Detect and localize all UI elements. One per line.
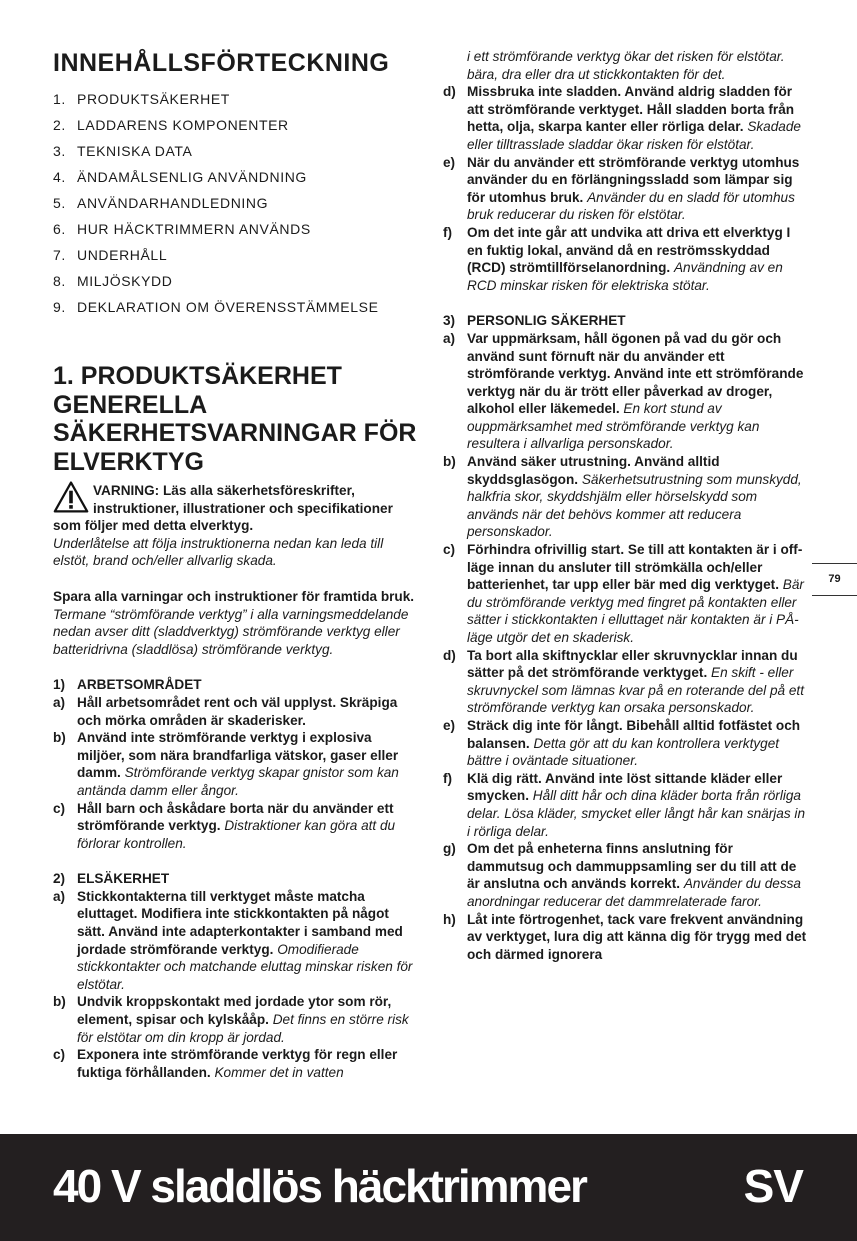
list-item-label: f) [443, 224, 453, 240]
work-area-list [53, 694, 418, 852]
instruction-text: Använd inte strömförande verktyg i explosiva miljöer, som nära brandfarliga vätskor, gaser eller damm. [77, 730, 399, 781]
toc-item [53, 164, 418, 190]
toc-item-number: 7. [53, 247, 66, 263]
explanation-text: Bär du strömförande verktyg med fingret på kontakten eller sätter i stickkontakten i elluttaget när kontakten är i PÅ-läge utgör det en skaderisk. [467, 577, 804, 645]
list-item [443, 647, 808, 717]
personal-safety-list [443, 330, 808, 963]
list-item [443, 911, 808, 964]
toc-item-label: ANVÄNDARHANDLEDNING [77, 195, 269, 211]
toc-item-number: 5. [53, 195, 66, 211]
list-item [443, 541, 808, 647]
subsection-heading [53, 870, 418, 888]
toc-item-label: DEKLARATION OM ÖVERENSSTÄMMELSE [77, 299, 379, 315]
list-item-label: c) [443, 542, 456, 558]
electrical-list-continued [443, 83, 808, 294]
instruction-text: Använd säker utrustning. Använd alltid skyddsglasögon. [467, 454, 720, 487]
terms-definition: Termane “strömförande verktyg” i alla varningsmeddelande nedan avser ditt (sladdverktyg) strömförande verktyg eller batteridrivna (sladdlösa) strömförande verktyg. [53, 606, 409, 657]
explanation-text: Använder du dessa anordningar reducerar det dammrelaterade faror. [467, 876, 801, 909]
language-code: SV [743, 1160, 803, 1212]
explanation-text: Säkerhetsutrustning som munskydd, halkfria skor, skyddshjälm eller hörselskydd som används när det behövs kommer att reducera personskador. [467, 471, 802, 540]
right-column [443, 48, 808, 963]
instruction-text: Håll barn och åskådare borta när du använder ett strömförande verktyg. [77, 800, 394, 834]
list-item-label: d) [443, 84, 456, 100]
instruction-text: Klä dig rätt. Använd inte löst sittande kläder eller smycken. [467, 770, 783, 804]
toc-item [53, 216, 418, 242]
warning-triangle-icon [53, 480, 89, 514]
list-item [443, 83, 808, 153]
warning-consequence: Underlåtelse att följa instruktionerna nedan kan leda till elstöt, brand och/eller allvarlig skada. [53, 535, 384, 569]
warning-text: VARNING: Läs alla säkerhetsföreskrifter, instruktioner, illustrationer och specifikationer som följer med detta elverktyg. [53, 483, 393, 534]
list-item [443, 453, 808, 541]
explanation-text: Omodifierade stickkontakter och matchande eluttag minskar risken för elstötar. [77, 941, 413, 992]
toc-item-label: MILJÖSKYDD [77, 273, 173, 289]
list-item [53, 993, 418, 1046]
toc-item [53, 190, 418, 216]
explanation-text: En kort stund av ouppmärksamhet med strömförande verktyg kan resultera i allvarliga personskador. [467, 401, 760, 452]
warning-block [53, 482, 418, 535]
explanation-text: Det finns en större risk för elstötar om din kropp är jordad. [77, 1012, 409, 1045]
list-item [53, 1046, 418, 1081]
list-item-label: h) [443, 911, 456, 927]
instruction-text: Ta bort alla skiftnycklar eller skruvnycklar innan du sätter på det strömförande verktyget. [467, 647, 798, 681]
list-item [443, 154, 808, 224]
toc-item [53, 86, 418, 112]
subsection-heading [53, 676, 418, 694]
explanation-text: Detta gör att du kan kontrollera verktyget bättre i oväntade situationer. [467, 735, 780, 769]
toc-title: INNEHÅLLSFÖRTECKNING [53, 49, 390, 77]
section-heading: 1. PRODUKTSÄKERHET GENERELLA SÄKERHETSVARNINGAR FÖR ELVERKTYG [53, 362, 417, 476]
subsection-title: ARBETSOMRÅDET [77, 677, 202, 693]
left-column [53, 48, 418, 1081]
subsection-label: 1) [53, 677, 66, 693]
toc-item-label: TEKNISKA DATA [77, 143, 193, 159]
subsection-label: 3) [443, 313, 456, 329]
toc-item-number: 9. [53, 299, 66, 315]
list-item [443, 330, 808, 453]
list-item-label: e) [443, 717, 456, 733]
list-item [53, 800, 418, 853]
toc-item-number: 1. [53, 91, 66, 107]
explanation-text: Distraktioner kan göra att du förlorar kontrollen. [77, 818, 396, 851]
explanation-text: Strömförande verktyg skapar gnistor som kan antända damm eller ångor. [77, 765, 399, 798]
instruction-text: Om det inte går att undvika att driva ett elverktyg I en fuktig lokal, använd då en reströmsskyddad (RCD) strömtillförselanordning. [467, 224, 791, 276]
list-item-label: e) [443, 154, 456, 170]
list-item-label: d) [443, 647, 456, 663]
toc-item [53, 112, 418, 138]
subsection-title: PERSONLIG SÄKERHET [467, 313, 626, 329]
toc-item-number: 6. [53, 221, 66, 237]
toc-item-label: ÄNDAMÅLSENLIG ANVÄNDNING [77, 169, 307, 185]
toc-item-label: LADDARENS KOMPONENTER [77, 117, 289, 133]
footer-bar [0, 1134, 857, 1241]
toc-item [53, 242, 418, 268]
list-item [443, 840, 808, 910]
explanation-text: En skift - eller skruvnyckel som lämnas kvar på en roterande del på ett strömförande verktyg kan orsaka personskador. [467, 665, 804, 716]
list-item [53, 888, 418, 994]
instruction-text: Var uppmärksam, håll ögonen på vad du gör och använd sunt förnuft när du använder ett strömförande verktyg. Använd inte ett strömförande verktyg när du är trött eller påverkad av droger, alkohol eller läkemedel. [467, 330, 804, 417]
list-item [443, 770, 808, 840]
toc-item-number: 8. [53, 273, 66, 289]
toc-item-label: HUR HÄCKTRIMMERN ANVÄNDS [77, 221, 311, 237]
toc-item-number: 2. [53, 117, 66, 133]
instruction-text: Undvik kroppskontakt med jordade ytor som rör, element, spisar och kylskååp. [77, 994, 392, 1028]
instruction-text: Låt inte förtrogenhet, tack vare frekvent användning av verktyget, lura dig att känna dig för trygg med det och därmed ignorera [467, 911, 807, 962]
save-instructions: Spara alla varningar och instruktioner för framtida bruk. [53, 588, 415, 604]
continued-text: i ett strömförande verktyg ökar det risken för elstötar. bära, dra eller dra ut stickkontakten för det. [467, 49, 785, 82]
instruction-text: Håll arbetsområdet rent och väl upplyst. Skräpiga och mörka områden är skaderisker. [77, 694, 398, 728]
toc-item [53, 138, 418, 164]
explanation-text: Kommer det in vatten [214, 1064, 344, 1080]
list-item [53, 729, 418, 799]
instruction-text: Sträck dig inte för långt. Bibehåll alltid fotfästet och balansen. [467, 717, 801, 751]
instruction-text: Förhindra ofrivillig start. Se till att kontakten är i off-läge innan du ansluter till strömkälla och/eller batterienhet, tar upp eller bär med dig verktyget. [467, 542, 803, 593]
instruction-text: När du använder ett strömförande verktyg utomhus använder du en förlängningssladd som lämpar sig för utomhus bruk. [467, 154, 800, 205]
electrical-list [53, 888, 418, 1082]
instruction-text: Stickkontakterna till verktyget måste matcha eluttaget. Modifiera inte stickkontakten på något sätt. Använd inte adapterkontakter i samband med jordade strömförande verktyg. [77, 888, 403, 957]
list-item-label: f) [443, 770, 453, 786]
list-item-label: a) [53, 888, 66, 904]
instruction-text: Om det på enheterna finns anslutning för dammutsug och dammuppsamling ser du till att de är anslutna och används korrekt. [467, 841, 797, 892]
page-number: 79 [812, 563, 857, 596]
explanation-text: Håll ditt hår och dina kläder borta från rörliga delar. Lösa kläder, smycket eller långt hår kan snärjas in i rörliga delar. [467, 788, 805, 839]
list-item-label: c) [53, 800, 66, 816]
explanation-text: Användning av en RCD minskar risken för elektriska stötar. [467, 260, 783, 293]
subsection-heading [443, 312, 808, 330]
list-item-label: c) [53, 1047, 66, 1063]
toc-item [53, 294, 418, 320]
list-item [443, 224, 808, 294]
subsection-label: 2) [53, 871, 66, 887]
product-title: 40 V sladdlös häcktrimmer [53, 1160, 586, 1212]
explanation-text: Skadade eller tilltrasslade sladdar ökar risken för elstötar. [467, 119, 801, 152]
toc-item-label: UNDERHÅLL [77, 247, 168, 263]
toc-item-label: PRODUKTSÄKERHET [77, 91, 230, 107]
toc-list [53, 86, 418, 320]
instruction-text: Exponera inte strömförande verktyg för regn eller fuktiga förhållanden. [77, 1047, 398, 1080]
toc-item [53, 268, 418, 294]
toc-item-number: 4. [53, 169, 66, 185]
list-item-label: a) [443, 330, 456, 346]
explanation-text: Använder du en sladd för utomhus bruk reducerar du risken för elstötar. [467, 189, 795, 223]
instruction-text: Missbruka inte sladden. Använd aldrig sladden för att strömförande verktyget. Håll sladden borta från hetta, olja, skarpa kanter eller rörliga delar. [467, 84, 795, 135]
subsection-title: ELSÄKERHET [77, 871, 170, 887]
list-item-label: g) [443, 841, 456, 857]
toc-item-number: 3. [53, 143, 66, 159]
list-item [53, 694, 418, 729]
list-item [443, 717, 808, 770]
list-item-label: b) [53, 994, 66, 1010]
list-item-label: a) [53, 694, 66, 710]
list-item-label: b) [53, 730, 66, 746]
list-item-label: b) [443, 454, 456, 470]
